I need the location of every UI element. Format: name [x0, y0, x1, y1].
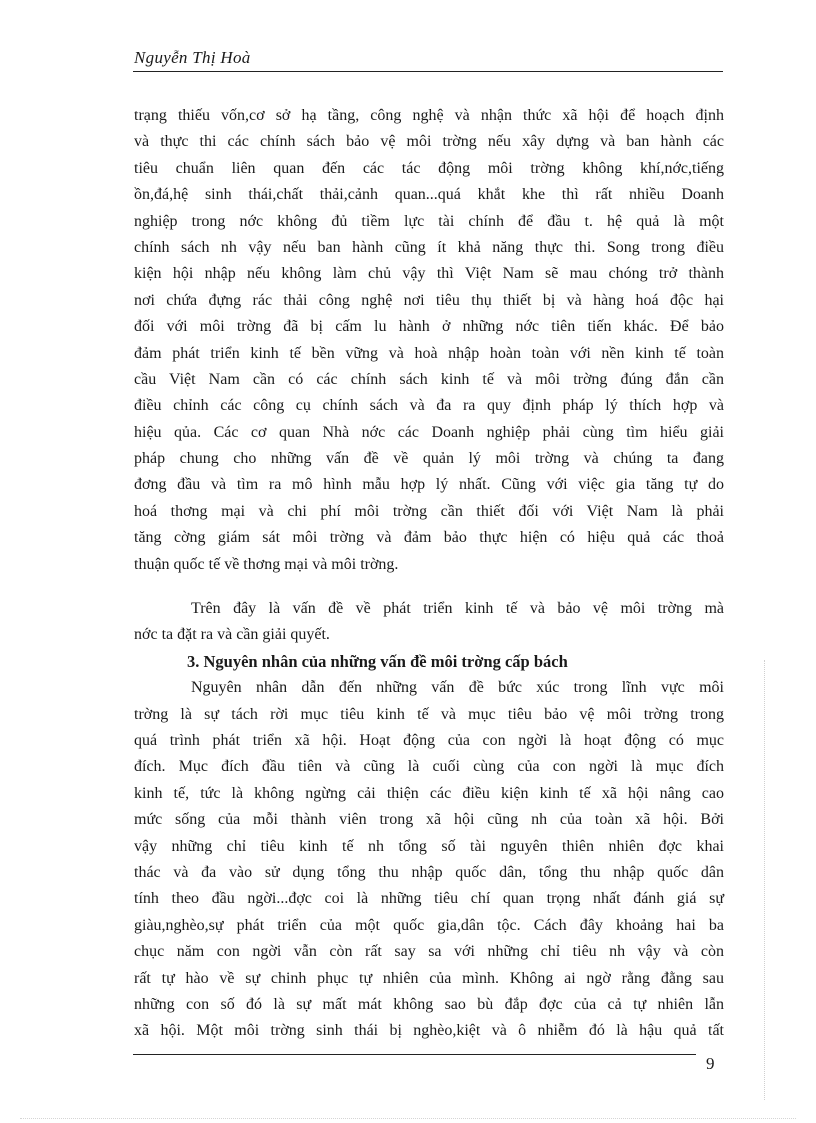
paragraph-gap — [134, 578, 724, 596]
text-line: mức sống của mỗi thành viên trong xã hội cũng nh của toàn xã hội. Bởi — [134, 811, 724, 829]
text-line: chính sách nh vậy nếu ban hành cũng ít khả năng thực thi. Song trong điều — [134, 238, 724, 256]
header-rule — [133, 71, 723, 72]
text-line: tiêu chuẩn liên quan đến các tác động môi trờng không khí,nớc,tiếng — [134, 159, 724, 177]
text-line: rất tự hào về sự chinh phục tự nhiên của mình. Không ai ngờ rằng đằng sau — [134, 969, 724, 987]
text-line: thuận quốc tế về thơng mại và môi trờng. — [134, 555, 399, 573]
text-line: những con số đó là sự mất mát không sao bù đắp đợc của cả tự nhiên lẫn — [134, 995, 724, 1013]
text-line: ồn,đá,hệ sinh thái,chất thải,cảnh quan...quá khắt khe thì rất nhiều Doanh — [134, 186, 724, 204]
text-line: thác và đa vào sử dụng tổng thu nhập quốc dân, tổng thu nhập quốc dân — [134, 863, 724, 881]
text-line: kiện hội nhập nếu không làm chủ vậy thì Việt Nam sẽ mau chóng trở thành — [134, 265, 724, 283]
text-line: quá trình phát triển xã hội. Hoạt động của con ngời là hoạt động có mục — [134, 731, 724, 749]
text-line: kinh tế, tức là không ngừng cải thiện các điều kiện kinh tế xã hội nâng cao — [134, 784, 724, 802]
text-line: trờng là sự tách rời mục tiêu kinh tế và mục tiêu bảo vệ môi trờng trong — [134, 705, 724, 723]
text-line: cầu Việt Nam cần có các chính sách kinh tế và môi trờng đúng đắn cần — [134, 370, 724, 388]
text-line: tăng cờng giám sát môi trờng và đảm bảo thực hiện có hiệu quả các thoả — [134, 529, 724, 547]
text-line: Trên đây là vấn đề về phát triển kinh tế và bảo vệ môi trờng mà — [191, 600, 724, 618]
text-line: pháp chung cho những vấn đề về quản lý môi trờng và chúng ta đang — [134, 450, 724, 468]
text-line: điều chỉnh các công cụ chính sách và đa ra quy định pháp lý thích hợp và — [134, 397, 724, 415]
text-line: nớc ta đặt ra và cần giải quyết. — [134, 626, 330, 644]
text-line: đơng đầu và tìm ra mô hình mẫu hợp lý nhất. Cũng với việc gia tăng tự do — [134, 476, 724, 494]
text-line: Nguyên nhân dẫn đến những vấn đề bức xúc trong lĩnh vực môi — [191, 679, 724, 697]
text-line: giàu,nghèo,sự phát triển của một quốc gia,dân tộc. Cách đây khoảng hai ba — [134, 916, 724, 934]
text-line: xã hội. Một môi trờng sinh thái bị nghèo,kiệt và ô nhiễm đó là hậu quả tất — [134, 1022, 724, 1040]
text-line: trạng thiếu vốn,cơ sở hạ tầng, công nghệ và nhận thức xã hội để hoạch định — [134, 107, 724, 124]
running-header-author: Nguyễn Thị Hoà — [134, 48, 251, 67]
text-line: chục năm con ngời vẫn còn rất say sa với những chỉ tiêu nh vậy và còn — [134, 943, 724, 961]
text-line: hiệu qủa. Các cơ quan Nhà nớc các Doanh nghiệp phải cùng tìm hiểu giải — [134, 423, 724, 441]
paragraph-2 — [134, 596, 724, 649]
text-line: nghiệp trong nớc không đủ tiềm lực tài chính để đầu t. hệ quả là một — [134, 212, 724, 230]
section-heading: 3. Nguyên nhân của những vấn đề môi trờng cấp bách — [187, 651, 568, 671]
text-line: nơi chứa đựng rác thải công nghệ nơi tiêu thụ thiết bị và hàng hoá độc hại — [134, 291, 724, 309]
text-line: đích. Mục đích đầu tiên và cũng là cuối cùng của con ngời là mục đích — [134, 758, 724, 776]
text-line: đảm phát triển kinh tế bền vững và hoà nhập hoàn toàn với nền kinh tế toàn — [134, 344, 724, 362]
document-body — [134, 103, 724, 1045]
text-line: tính theo đầu ngời...đợc coi là những tiêu chí quan trọng nhất đánh giá sự — [134, 890, 724, 908]
paragraph-3 — [134, 675, 724, 1044]
text-line: đối với môi trờng đã bị cấm lu hành ở những nớc tiên tiến khác. Để bảo — [134, 318, 724, 336]
margin-dotted-rule — [764, 660, 765, 1100]
text-line: hoá thơng mại và chi phí môi trờng cần thiết đối với Việt Nam là phải — [134, 502, 724, 520]
text-line: và thực thi các chính sách bảo vệ môi trờng nếu xây dựng và ban hành các — [134, 133, 724, 151]
footer-rule — [133, 1054, 696, 1055]
page-bottom-dotted-rule — [20, 1118, 796, 1119]
page-number: 9 — [706, 1054, 715, 1073]
paragraph-1 — [134, 103, 724, 578]
text-line: vậy những chỉ tiêu kinh tế nh tổng số tài nguyên thiên nhiên đợc khai — [134, 837, 724, 855]
